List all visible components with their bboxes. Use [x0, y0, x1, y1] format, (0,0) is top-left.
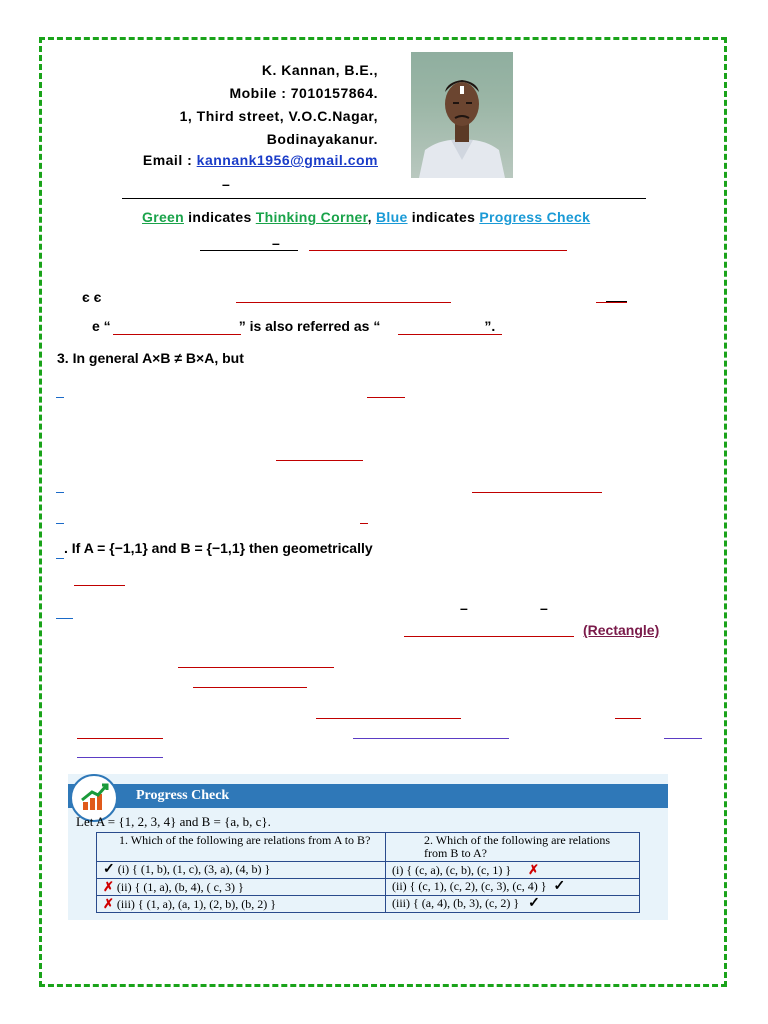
question-geometric: . If A = {−1,1} and B = {−1,1} then geometrically	[64, 540, 373, 556]
blank-line	[200, 250, 298, 251]
legend-indicates-2: indicates	[411, 209, 476, 225]
option-left: (i) { (1, b), (1, c), (3, a), (4, b) }	[117, 862, 271, 876]
blank-line	[193, 687, 307, 688]
blank-line	[77, 757, 163, 758]
blank-line	[236, 302, 451, 303]
blank-line	[664, 738, 702, 739]
table-row	[97, 879, 640, 896]
author-mobile: Mobile : 7010157864.	[229, 85, 378, 101]
quote-part-c: ”.	[484, 318, 496, 334]
blank-line	[178, 667, 334, 668]
referred-as-sentence	[92, 318, 495, 334]
question-2-cell: 2. Which of the following are relations from B to A?	[386, 833, 640, 862]
blank-line	[56, 492, 64, 493]
blank-line	[404, 636, 574, 637]
legend-blue-word: Blue	[376, 209, 408, 225]
blank-line	[74, 585, 125, 586]
progress-check-title: Progress Check	[136, 788, 230, 803]
option-left: (ii) { (1, a), (b, 4), ( c, 3) }	[116, 880, 244, 894]
email-link[interactable]: kannank1956@gmail.com	[196, 152, 378, 168]
tick-mark: ✓	[553, 879, 566, 894]
author-photo	[411, 52, 513, 178]
blank-line	[113, 334, 241, 335]
quote-part-b: ” is also referred as “	[238, 318, 381, 334]
dash-mark-1: –	[460, 600, 468, 616]
question-3: 3. In general A×B ≠ B×A, but	[57, 350, 244, 366]
blank-line	[596, 302, 627, 303]
option-right: (ii) { (c, 1), (c, 2), (c, 3), (c, 4) }	[392, 879, 547, 893]
blank-line	[56, 618, 73, 619]
epsilon-symbols: є є	[82, 289, 102, 305]
legend-indicates-1: indicates	[188, 209, 252, 225]
blank-line	[309, 250, 567, 251]
author-address-line1: 1, Third street, V.O.C.Nagar,	[179, 108, 378, 124]
blank-line	[77, 738, 163, 739]
dash-mark-2: –	[540, 600, 548, 616]
blank-line	[367, 397, 405, 398]
table-row	[97, 896, 640, 913]
progress-check-table	[96, 832, 640, 913]
cross-mark: ✗	[528, 862, 540, 877]
color-legend	[142, 209, 590, 225]
option-left: (iii) { (1, a), (a, 1), (2, b), (b, 2) }	[116, 897, 277, 911]
header-dash: –	[222, 176, 230, 192]
blank-line	[615, 718, 641, 719]
table-row	[97, 862, 640, 879]
blank-line	[606, 301, 627, 302]
option-right: (iii) { (a, 4), (b, 3), (c, 2) }	[392, 896, 520, 910]
blank-line	[472, 492, 602, 493]
blank-line	[316, 718, 461, 719]
legend-progress-check: Progress Check	[479, 209, 591, 225]
blank-line	[56, 397, 64, 398]
rectangle-answer: (Rectangle)	[583, 622, 660, 638]
legend-green-word: Green	[142, 209, 184, 225]
blank-line	[56, 523, 64, 524]
author-name: K. Kannan, B.E.,	[261, 62, 378, 78]
blank-line	[353, 738, 509, 739]
email-label: Email :	[142, 152, 193, 168]
blank-line	[276, 460, 363, 461]
tick-mark: ✓	[528, 896, 540, 911]
blank-line	[360, 523, 368, 524]
table-row	[97, 833, 640, 862]
question-1-cell: 1. Which of the following are relations from A to B?	[97, 833, 386, 862]
header-divider	[122, 198, 646, 199]
author-email-row	[143, 152, 378, 168]
legend-thinking-corner: Thinking Corner	[255, 209, 368, 225]
option-right: (i) { (c, a), (c, b), (c, 1) }	[392, 863, 512, 877]
quote-part-a: e “	[92, 318, 111, 334]
tick-mark: ✓	[103, 862, 115, 877]
progress-check-intro: Let A = {1, 2, 3, 4} and B = {a, b, c}.	[76, 814, 271, 829]
section-dash: –	[272, 235, 280, 251]
legend-comma: ,	[367, 209, 372, 225]
blank-line	[398, 334, 502, 335]
blank-line	[56, 558, 64, 559]
cross-mark: ✗	[103, 879, 114, 894]
author-address-line2: Bodinayakanur.	[266, 131, 378, 147]
cross-mark: ✗	[103, 896, 114, 911]
